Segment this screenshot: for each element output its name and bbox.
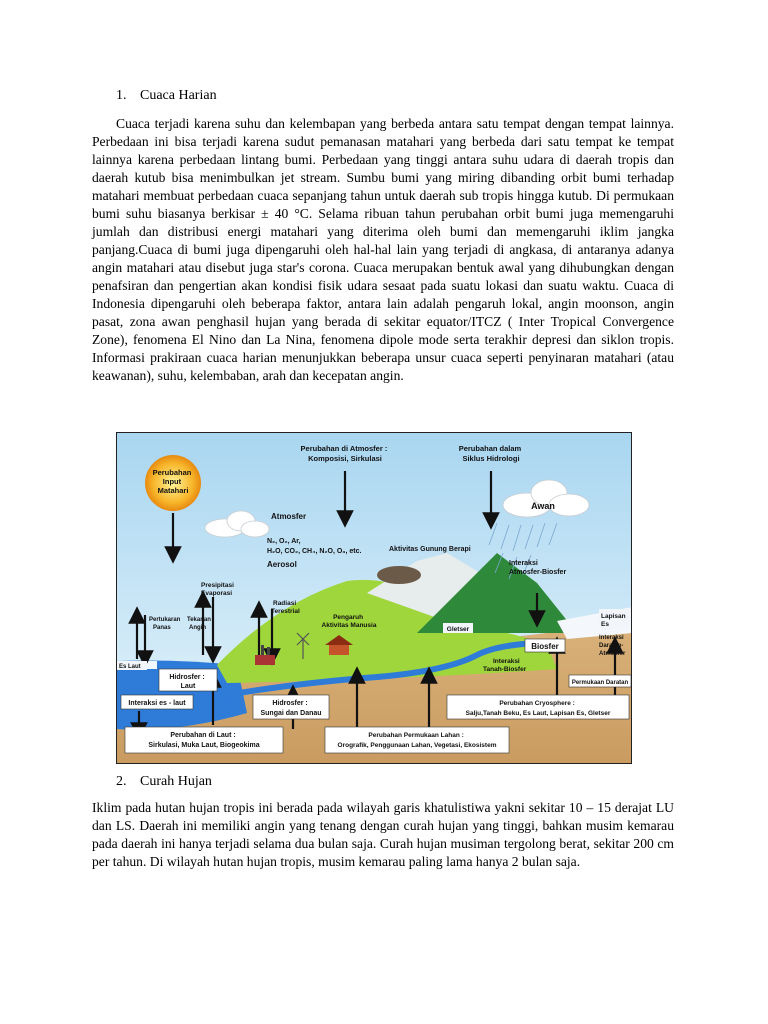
section-2-number: 2.: [116, 774, 127, 789]
section-1-number: 1.: [116, 88, 127, 103]
svg-text:Perubahan di Laut : Sirk: Perubahan di Laut : Sirkulasi, Muka Laut, Biogeokima: [148, 732, 260, 749]
climate-system-diagram: [116, 432, 632, 764]
volcano-smoke: [377, 566, 421, 584]
pertukaran-label: Pertukaran Panas: [149, 617, 181, 631]
cryosphere-box: [447, 695, 629, 719]
hydro-change-label: Perubahan dalam Siklus Hidrologi: [458, 444, 522, 463]
section-1-paragraph: Cuaca terjadi karena suhu dan kelembapan yang berbeda antara satu tempat dengan tempat lainnya. Perbedaan ini bisa terjadi karena sudut pemanasan matahari yang berbeda dari satu tempat ke tempat lainnya karena perbedaan lintang bumi. Perbedaan yang tinggi antara suhu udara di daerah tropis dan daerah kutub bisa menimbulkan jet stream. Sumbu bumi yang miring dibanding orbit bumi terhadap matahari membuat perbedaan cuaca sepanjang tahun untuk daerah sub tropis hingga kutub. Di permukaan bumi suhu biasanya berkisar ± 40 °C. Selama ribuan tahun perubahan orbit bumi juga memengaruhi jumlah dan distribusi energi matahari yang diterima oleh bumi dan memengaruhi iklim jangka panjang.Cuaca di bumi juga dipengaruhi oleh hal-hal lain yang terjadi di angkasa, di antaranya adanya angin matahari atau disebut juga star's corona. Cuaca merupakan bentuk awal yang dihubungkan dengan penafsiran dan pengertian akan kondisi fisik udara sesaat pada suatu lokasi dan suatu waktu. Cuaca di Indonesia dipengaruhi oleh beberapa faktor, antara lain adalah pengaruh lokal, angin moonson, angin pasat, zona awan penghasil hujan yang berada di sekitar equator/ITCZ ( Inter Tropical Convergence Zone), fenomena El Nino dan La Nina, fenomena dipole mode serta terakhir depresi dan siklon tropis. Informasi prakiraan cuaca harian menunjukkan beberapa unsur cuaca seperti penyinaran matahari (atau keawanan), suhu, kelembaban, arah dan kecepatan angin.: [92, 116, 674, 383]
interaksi-tanah-biosfer: Interaksi Tanah-Biosfer: [483, 658, 527, 673]
interaksi-atmosfer-biosfer: Interaksi Atmosfer-Biosfer: [509, 560, 567, 576]
lahan-change-box: [325, 727, 509, 753]
tekanan-label: Tekanan Angin: [187, 617, 211, 631]
svg-text:Permukaan Daratan: Permukaan Daratan: [571, 680, 629, 686]
svg-text:Gletser: Gletser: [446, 626, 470, 633]
sun-label: Perubahan Input Matahari: [152, 468, 192, 495]
permukaan-daratan-box: [569, 675, 631, 687]
interaksi-es-laut-box: [121, 695, 193, 709]
gases-line-2: H₂O, CO₂, CH₄, N₂O, O₃, etc.: [267, 548, 362, 555]
atmos-change-label: Perubahan di Atmosfer : Komposisi, Sirkulasi: [300, 444, 388, 463]
awan-label: Awan: [531, 501, 555, 511]
svg-text:Biosfer: Biosfer: [531, 642, 559, 651]
section-2-paragraph: Iklim pada hutan hujan tropis ini berada pada wilayah garis khatulistiwa yakni sekitar 10 – 15 derajat LU dan LS. Daerah ini memiliki angin yang tenang dengan curah hujan yang tinggi, bahkan musim kemarau pada daerah ini hanya terjadi selama dua bulan saja. Curah hujan musiman tergolong berat, sekitar 200 cm per tahun. Di wilayah hutan hujan tropis, musim kemarau paling lama hanya 2 bulan saja.: [92, 800, 674, 869]
section-2-heading: [116, 774, 212, 790]
atmosfer-label: Atmosfer: [271, 512, 307, 521]
gases-line-1: N₂, O₂, Ar,: [267, 538, 301, 545]
biosfer-box: [525, 639, 565, 652]
hidrosfer-laut-box: [159, 669, 217, 691]
svg-text:Lapisan Es: Lapisan Es: [601, 613, 626, 628]
laut-change-box: [125, 727, 283, 753]
es-laut-box: [117, 661, 147, 670]
svg-text:Hidrosfer : Sungai dan D: Hidrosfer : Sungai dan Danau: [260, 700, 322, 717]
section-2-title: Curah Hujan: [140, 774, 212, 789]
lapisan-es-box: [599, 609, 631, 629]
section-1-heading: [116, 88, 217, 104]
section-1-title: Cuaca Harian: [140, 88, 217, 103]
svg-text:Hidrosfer : Laut: Hidrosfer : Laut: [169, 674, 205, 690]
aerosol-label: Aerosol: [267, 560, 297, 569]
hidrosfer-sungai-box: [253, 695, 329, 719]
svg-text:Interaksi es - laut: Interaksi es - laut: [128, 700, 186, 707]
interaksi-daratan-atmosfer: Interaksi Daratan- Atmosfer: [599, 635, 626, 657]
svg-text:Perubahan Cryosphere : S: Perubahan Cryosphere : Salju,Tanah Beku, Es Laut, Lapisan Es, Gletser: [465, 700, 611, 717]
presipitasi-label: Presipitasi Evaporasi: [201, 582, 234, 597]
pengaruh-label: Pengaruh Aktivitas Manusia: [321, 614, 377, 629]
svg-text:Perubahan Permukaan Lahan :: Perubahan Permukaan Lahan : Orografik, Penggunaan Lahan, Vegetasi, Ekosistem: [337, 732, 497, 749]
gletser-box: [443, 623, 473, 633]
volcano-label: Aktivitas Gunung Berapi: [389, 546, 471, 553]
radiasi-label: Radiasi Terestrial: [271, 600, 300, 615]
svg-text:Es Laut: Es Laut: [119, 664, 141, 670]
